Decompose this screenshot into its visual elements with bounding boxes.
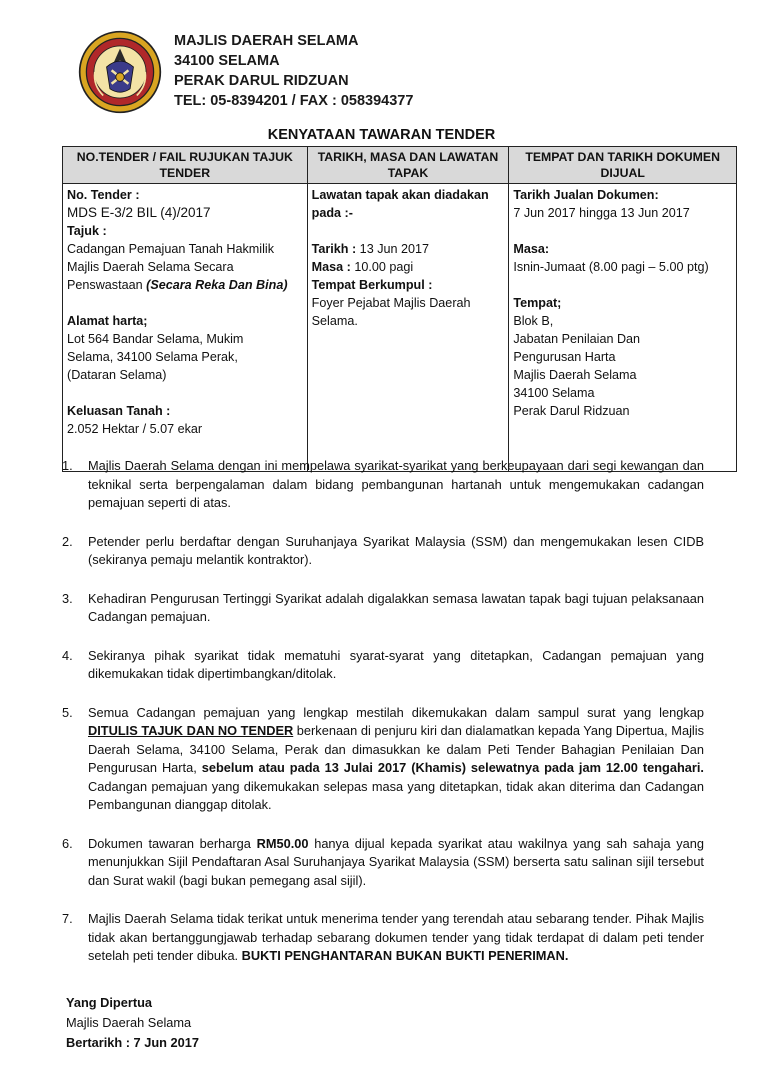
visit-date-value: 13 Jun 2017: [356, 242, 430, 256]
item-bold: BUKTI PENGHANTARAN BUKAN BUKTI PENERIMAN.: [241, 948, 569, 963]
alamat-label: Alamat harta;: [67, 314, 148, 328]
header-document-sale: TEMPAT DAN TARIKH DOKUMEN DIJUAL: [509, 147, 737, 184]
tajuk-text: Penswastaan: [67, 278, 147, 292]
table-header-row: [63, 147, 737, 184]
tender-no-value: MDS E-3/2 BIL (4)/2017: [67, 205, 211, 220]
tajuk-label: Tajuk :: [67, 224, 107, 238]
item-text: Majlis Daerah Selama dengan ini mempelawa syarikat-syarikat yang berkeupayaan dari segi kewangan dan teknikal serta berpengalaman dalam bidang pembangunan hartanah untuk mengemukakan cadangan pemajuan seperti di atas.: [88, 458, 704, 510]
council-seal-logo: [78, 30, 162, 114]
list-item: [62, 910, 704, 966]
list-item: [62, 533, 704, 570]
signature-block: [66, 993, 199, 1053]
lawatan-line: Lawatan tapak akan diadakan: [311, 188, 489, 202]
org-contact: TEL: 05-8394201 / FAX : 058394377: [174, 93, 414, 109]
keluasan-label: Keluasan Tanah :: [67, 404, 171, 418]
list-item: [62, 590, 704, 627]
sale-place-line: 34100 Selama: [513, 386, 595, 400]
item-text: Dokumen tawaran berharga: [88, 835, 257, 851]
terms-list: [62, 457, 704, 966]
item-text: Petender perlu berdaftar dengan Suruhanjaya Syarikat Malaysia (SSM) dan mengemukakan lesen CIDB (sekiranya pemaju melantik kontraktor).: [88, 533, 704, 567]
item-text: Kehadiran Pengurusan Tertinggi Syarikat adalah digalakkan semasa lawatan tapak bagi tujuan pelaksanaan Cadangan pemajuan.: [88, 590, 704, 624]
list-item: [62, 704, 704, 815]
item-number: 7.: [62, 911, 73, 926]
tajuk-line: Cadangan Pemajuan Tanah Hakmilik: [67, 242, 274, 256]
cell-tender-details: [63, 184, 308, 472]
alamat-line: Selama, 34100 Selama Perak,: [67, 350, 238, 364]
sale-date-value: 7 Jun 2017 hingga 13 Jun 2017: [513, 206, 690, 220]
letterhead: [174, 31, 413, 111]
tajuk-italic: (Secara Reka Dan Bina): [146, 278, 288, 292]
tender-no-label: No. Tender :: [67, 188, 140, 202]
sale-date-label: Tarikh Jualan Dokumen:: [513, 188, 659, 202]
sale-time-value: Isnin-Jumaat (8.00 pagi – 5.00 ptg): [513, 260, 709, 274]
meeting-place-line: Selama.: [311, 314, 358, 328]
sale-place-line: Perak Darul Ridzuan: [513, 404, 630, 418]
alamat-line: (Dataran Selama): [67, 368, 167, 382]
item-text: hanya dijual kepada syarikat atau wakilnya yang sah sahaja yang menunjukkan Sijil Pendaftaran Asal Suruhanjaya Syarikat Malaysia (SSM) berserta satu salinan sijil tersebut dan Surat wakil (bagi bukan pemegang asal sijil).: [88, 835, 704, 888]
signature-date: Bertarikh : 7 Jun 2017: [66, 1035, 200, 1050]
list-item: [62, 647, 704, 684]
table-row: [63, 184, 737, 472]
sale-place-line: Majlis Daerah Selama: [513, 368, 637, 382]
cell-document-sale: [509, 184, 737, 472]
sale-place-label: Tempat;: [513, 296, 562, 310]
signatory-role: Yang Dipertua: [66, 995, 153, 1010]
tajuk-line: Majlis Daerah Selama Secara: [67, 260, 234, 274]
item-bold: RM50.00: [256, 835, 309, 851]
item-bold: sebelum atau pada 13 Julai 2017 (Khamis) selewatnya pada jam 12.00 tengahari.: [201, 760, 704, 775]
meeting-place-line: Foyer Pejabat Majlis Daerah: [311, 296, 471, 310]
sale-place-line: Pengurusan Harta: [513, 350, 616, 364]
cell-site-visit: [307, 184, 509, 472]
sale-place-line: Blok B,: [513, 314, 554, 328]
lawatan-line: pada :-: [311, 206, 353, 220]
list-item: [62, 457, 704, 513]
visit-time: [312, 258, 505, 276]
signatory-org: Majlis Daerah Selama: [66, 1015, 192, 1030]
header-tender-no: NO.TENDER / FAIL RUJUKAN TAJUK TENDER: [63, 147, 308, 184]
org-name: MAJLIS DAERAH SELAMA: [174, 33, 359, 49]
item-number: 2.: [62, 533, 73, 549]
item-number: 4.: [62, 647, 73, 663]
visit-time-value: 10.00 pagi: [350, 260, 414, 274]
sale-time-label: Masa:: [513, 242, 550, 256]
item-text: Majlis Daerah Selama tidak terikat untuk menerima tender yang terendah atau sebarang tender. Pihak Majlis tidak akan bertanggungjawab terhadap sebarang dokumen tender yang tidak terdapat di dalam peti tender setelah peti tender dibuka.: [88, 911, 704, 963]
page-title: KENYATAAN TAWARAN TENDER: [267, 127, 496, 143]
visit-date: [312, 240, 505, 258]
visit-time-label: Masa :: [311, 260, 351, 274]
item-number: 3.: [62, 590, 73, 606]
item-text: Sekiranya pihak syarikat tidak mematuhi syarat-syarat yang ditetapkan, Cadangan pemajuan yang dikemukakan tidak dipertimbangkan/ditolak.: [88, 647, 704, 681]
item-number: 5.: [62, 704, 73, 720]
item-text: Semua Cadangan pemajuan yang lengkap mestilah dikemukakan dalam sampul surat yang lengkap: [88, 704, 704, 720]
sale-place-line: Jabatan Penilaian Dan: [513, 332, 641, 346]
alamat-line: Lot 564 Bandar Selama, Mukim: [67, 332, 244, 346]
list-item: [62, 835, 704, 891]
visit-date-label: Tarikh :: [311, 242, 357, 256]
item-underlined: DITULIS TAJUK DAN NO TENDER: [88, 723, 294, 738]
org-postcode: 34100 SELAMA: [174, 53, 280, 69]
item-text: berkenaan di penjuru kiri dan dialamatkan kepada Yang Dipertua, Majlis Daerah Selama, 34100 Selama, Perak dan dimasukkan ke dalam Peti Tender Bahagian Penilaian Dan Pengurusan Harta,: [88, 723, 704, 775]
header-date-visit: TARIKH, MASA DAN LAWATAN TAPAK: [307, 147, 509, 184]
meeting-place-label: Tempat Berkumpul :: [311, 278, 433, 292]
org-state: PERAK DARUL RIDZUAN: [174, 73, 349, 89]
tender-table: [62, 146, 737, 472]
item-text: Cadangan pemajuan yang dikemukakan selepas masa yang ditetapkan, tidak akan diterima dan Cadangan Pembangunan dianggap ditolak.: [88, 778, 704, 812]
item-number: 1.: [62, 458, 73, 473]
item-number: 6.: [62, 835, 73, 851]
tajuk-line: [67, 276, 303, 294]
keluasan-value: 2.052 Hektar / 5.07 ekar: [67, 422, 203, 436]
